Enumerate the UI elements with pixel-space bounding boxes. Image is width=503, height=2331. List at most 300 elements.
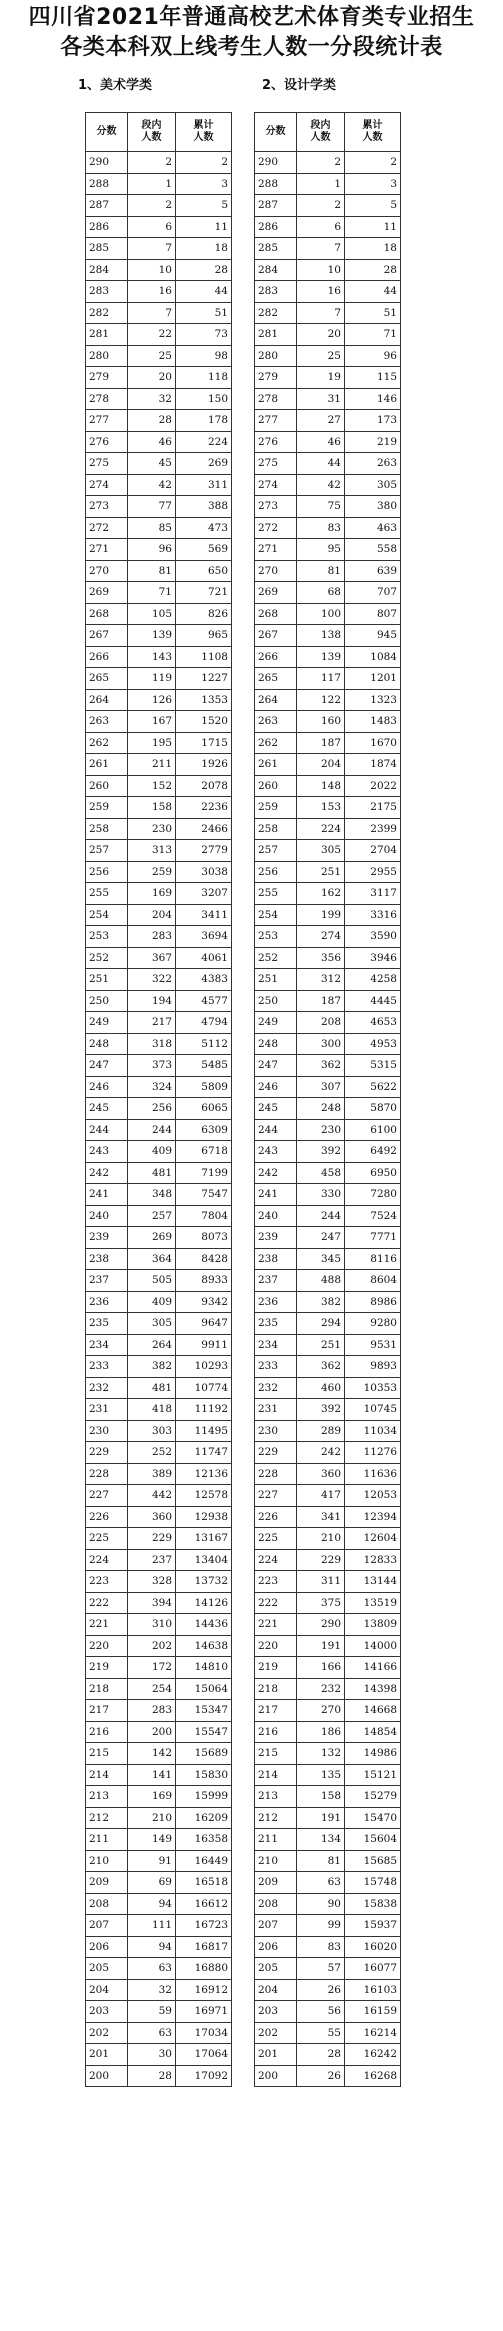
- segment-count-cell: 2: [297, 152, 345, 174]
- score-cell: 277: [86, 410, 128, 432]
- cumulative-count-cell: 13519: [345, 1592, 401, 1614]
- segment-count-cell: 69: [128, 1872, 176, 1894]
- score-cell: 240: [255, 1205, 297, 1227]
- cumulative-count-cell: 15689: [176, 1743, 232, 1765]
- cumulative-count-cell: 8428: [176, 1248, 232, 1270]
- cumulative-count-cell: 15748: [345, 1872, 401, 1894]
- score-cell: 225: [255, 1528, 297, 1550]
- cumulative-count-cell: 6492: [345, 1141, 401, 1163]
- table-row: [86, 238, 232, 260]
- table-row: [86, 1700, 232, 1722]
- table-row: [255, 1614, 401, 1636]
- cumulative-count-cell: 269: [176, 453, 232, 475]
- cumulative-count-cell: 721: [176, 582, 232, 604]
- table-row: [86, 1958, 232, 1980]
- table-row: [255, 1055, 401, 1077]
- score-cell: 224: [255, 1549, 297, 1571]
- score-cell: 275: [86, 453, 128, 475]
- segment-count-cell: 256: [128, 1098, 176, 1120]
- cumulative-count-cell: 16449: [176, 1850, 232, 1872]
- segment-count-cell: 1: [297, 173, 345, 195]
- score-cell: 200: [86, 2065, 128, 2087]
- cumulative-count-cell: 1874: [345, 754, 401, 776]
- score-cell: 271: [86, 539, 128, 561]
- cumulative-count-cell: 118: [176, 367, 232, 389]
- segment-count-cell: 322: [128, 969, 176, 991]
- cumulative-count-cell: 7771: [345, 1227, 401, 1249]
- segment-count-cell: 94: [128, 1893, 176, 1915]
- table-row: [86, 1141, 232, 1163]
- segment-count-cell: 409: [128, 1141, 176, 1163]
- cumulative-count-cell: 15999: [176, 1786, 232, 1808]
- table-row: [86, 152, 232, 174]
- score-cell: 258: [255, 818, 297, 840]
- cumulative-count-cell: 5870: [345, 1098, 401, 1120]
- segment-count-cell: 30: [128, 2044, 176, 2066]
- segment-count-cell: 382: [128, 1356, 176, 1378]
- table-row: [86, 1721, 232, 1743]
- segment-count-cell: 394: [128, 1592, 176, 1614]
- cumulative-count-cell: 44: [176, 281, 232, 303]
- score-cell: 276: [255, 431, 297, 453]
- cumulative-count-cell: 1108: [176, 646, 232, 668]
- score-cell: 201: [255, 2044, 297, 2066]
- segment-count-cell: 28: [297, 2044, 345, 2066]
- score-cell: 235: [86, 1313, 128, 1335]
- score-cell: 218: [86, 1678, 128, 1700]
- cumulative-count-cell: 4258: [345, 969, 401, 991]
- cumulative-count-cell: 1323: [345, 689, 401, 711]
- score-cell: 220: [255, 1635, 297, 1657]
- table-row: [255, 668, 401, 690]
- table-row: [86, 1463, 232, 1485]
- score-cell: 250: [86, 990, 128, 1012]
- cumulative-count-cell: 16880: [176, 1958, 232, 1980]
- cumulative-count-cell: 16817: [176, 1936, 232, 1958]
- table-row: [255, 1442, 401, 1464]
- segment-count-cell: 318: [128, 1033, 176, 1055]
- score-cell: 271: [255, 539, 297, 561]
- score-cell: 206: [86, 1936, 128, 1958]
- segment-count-cell: 169: [128, 883, 176, 905]
- cumulative-count-cell: 2236: [176, 797, 232, 819]
- score-cell: 267: [86, 625, 128, 647]
- segment-count-cell: 418: [128, 1399, 176, 1421]
- score-cell: 267: [255, 625, 297, 647]
- score-cell: 243: [86, 1141, 128, 1163]
- segment-count-cell: 111: [128, 1915, 176, 1937]
- table-row: [255, 1098, 401, 1120]
- cumulative-count-cell: 15937: [345, 1915, 401, 1937]
- score-cell: 201: [86, 2044, 128, 2066]
- score-cell: 212: [255, 1807, 297, 1829]
- cumulative-count-cell: 10293: [176, 1356, 232, 1378]
- score-cell: 272: [255, 517, 297, 539]
- score-cell: 262: [86, 732, 128, 754]
- segment-count-cell: 42: [297, 474, 345, 496]
- table-row: [255, 281, 401, 303]
- score-cell: 212: [86, 1807, 128, 1829]
- table-row: [86, 1270, 232, 1292]
- cumulative-count-cell: 28: [176, 259, 232, 281]
- score-cell: 219: [255, 1657, 297, 1679]
- cumulative-count-cell: 639: [345, 560, 401, 582]
- table-row: [255, 496, 401, 518]
- score-cell: 275: [255, 453, 297, 475]
- table-row: [86, 1979, 232, 2001]
- table-row: [86, 1205, 232, 1227]
- table-row: [255, 1829, 401, 1851]
- score-cell: 264: [86, 689, 128, 711]
- table-row: [255, 1958, 401, 1980]
- score-cell: 256: [86, 861, 128, 883]
- score-cell: 226: [86, 1506, 128, 1528]
- table-row: [255, 1635, 401, 1657]
- score-cell: 226: [255, 1506, 297, 1528]
- cumulative-count-cell: 14398: [345, 1678, 401, 1700]
- score-cell: 207: [86, 1915, 128, 1937]
- segment-count-cell: 28: [128, 410, 176, 432]
- score-cell: 287: [255, 195, 297, 217]
- cumulative-count-cell: 16242: [345, 2044, 401, 2066]
- score-cell: 283: [255, 281, 297, 303]
- segment-count-cell: 167: [128, 711, 176, 733]
- segment-count-cell: 229: [128, 1528, 176, 1550]
- table-row: [86, 1915, 232, 1937]
- cumulative-count-cell: 1670: [345, 732, 401, 754]
- score-cell: 265: [86, 668, 128, 690]
- cumulative-count-cell: 15547: [176, 1721, 232, 1743]
- segment-count-cell: 289: [297, 1420, 345, 1442]
- cumulative-count-cell: 16971: [176, 2001, 232, 2023]
- score-cell: 230: [255, 1420, 297, 1442]
- segment-count-cell: 162: [297, 883, 345, 905]
- segment-count-cell: 392: [297, 1141, 345, 1163]
- cumulative-count-cell: 9280: [345, 1313, 401, 1335]
- segment-count-cell: 204: [128, 904, 176, 926]
- cumulative-count-cell: 12136: [176, 1463, 232, 1485]
- score-cell: 252: [86, 947, 128, 969]
- score-cell: 235: [255, 1313, 297, 1335]
- score-cell: 229: [86, 1442, 128, 1464]
- cumulative-count-cell: 178: [176, 410, 232, 432]
- table-row: [86, 1506, 232, 1528]
- cumulative-count-cell: 219: [345, 431, 401, 453]
- table-row: [255, 947, 401, 969]
- table-row: [86, 474, 232, 496]
- cumulative-count-cell: 2175: [345, 797, 401, 819]
- segment-count-cell: 32: [128, 388, 176, 410]
- header-score: 分数: [86, 113, 128, 152]
- cumulative-count-cell: 1084: [345, 646, 401, 668]
- segment-count-cell: 71: [128, 582, 176, 604]
- table-row: [86, 1571, 232, 1593]
- segment-count-cell: 305: [297, 840, 345, 862]
- segment-count-cell: 269: [128, 1227, 176, 1249]
- table-header-row: [255, 113, 401, 152]
- cumulative-count-cell: 2399: [345, 818, 401, 840]
- segment-count-cell: 460: [297, 1377, 345, 1399]
- cumulative-count-cell: 16912: [176, 1979, 232, 2001]
- segment-count-cell: 187: [297, 732, 345, 754]
- score-cell: 222: [86, 1592, 128, 1614]
- score-cell: 276: [86, 431, 128, 453]
- cumulative-count-cell: 311: [176, 474, 232, 496]
- score-cell: 202: [86, 2022, 128, 2044]
- segment-count-cell: 141: [128, 1764, 176, 1786]
- score-cell: 234: [255, 1334, 297, 1356]
- table-row: [255, 2065, 401, 2087]
- segment-count-cell: 142: [128, 1743, 176, 1765]
- segment-count-cell: 81: [297, 560, 345, 582]
- table-row: [86, 1227, 232, 1249]
- cumulative-count-cell: 71: [345, 324, 401, 346]
- table-row: [255, 324, 401, 346]
- cumulative-count-cell: 8116: [345, 1248, 401, 1270]
- score-cell: 215: [86, 1743, 128, 1765]
- cumulative-count-cell: 6065: [176, 1098, 232, 1120]
- cumulative-count-cell: 6100: [345, 1119, 401, 1141]
- score-cell: 256: [255, 861, 297, 883]
- segment-count-cell: 91: [128, 1850, 176, 1872]
- score-cell: 250: [255, 990, 297, 1012]
- table-row: [86, 625, 232, 647]
- segment-count-cell: 158: [297, 1786, 345, 1808]
- segment-count-cell: 6: [128, 216, 176, 238]
- table-row: [86, 259, 232, 281]
- header-segment-count: 段内 人数: [297, 113, 345, 152]
- segment-count-cell: 83: [297, 1936, 345, 1958]
- segment-count-cell: 274: [297, 926, 345, 948]
- cumulative-count-cell: 16214: [345, 2022, 401, 2044]
- cumulative-count-cell: 5: [176, 195, 232, 217]
- score-cell: 269: [86, 582, 128, 604]
- segment-count-cell: 442: [128, 1485, 176, 1507]
- segment-count-cell: 247: [297, 1227, 345, 1249]
- header-segment-count: 段内 人数: [128, 113, 176, 152]
- score-cell: 213: [255, 1786, 297, 1808]
- segment-count-cell: 294: [297, 1313, 345, 1335]
- table-row: [255, 1248, 401, 1270]
- cumulative-count-cell: 2466: [176, 818, 232, 840]
- cumulative-count-cell: 15347: [176, 1700, 232, 1722]
- score-cell: 200: [255, 2065, 297, 2087]
- segment-count-cell: 210: [128, 1807, 176, 1829]
- cumulative-count-cell: 3117: [345, 883, 401, 905]
- table-row: [86, 2044, 232, 2066]
- table-row: [255, 1592, 401, 1614]
- score-cell: 284: [86, 259, 128, 281]
- cumulative-count-cell: 14986: [345, 1743, 401, 1765]
- cumulative-count-cell: 5112: [176, 1033, 232, 1055]
- score-cell: 255: [86, 883, 128, 905]
- score-cell: 281: [255, 324, 297, 346]
- table-row: [255, 861, 401, 883]
- score-cell: 264: [255, 689, 297, 711]
- cumulative-count-cell: 7199: [176, 1162, 232, 1184]
- score-cell: 216: [86, 1721, 128, 1743]
- cumulative-count-cell: 15470: [345, 1807, 401, 1829]
- table-row: [255, 259, 401, 281]
- cumulative-count-cell: 13809: [345, 1614, 401, 1636]
- cumulative-count-cell: 16077: [345, 1958, 401, 1980]
- score-cell: 205: [255, 1958, 297, 1980]
- segment-count-cell: 1: [128, 173, 176, 195]
- segment-count-cell: 210: [297, 1528, 345, 1550]
- cumulative-count-cell: 807: [345, 603, 401, 625]
- table-row: [255, 152, 401, 174]
- segment-count-cell: 208: [297, 1012, 345, 1034]
- segment-count-cell: 90: [297, 1893, 345, 1915]
- table-row: [255, 431, 401, 453]
- table-row: [255, 754, 401, 776]
- score-cell: 244: [86, 1119, 128, 1141]
- cumulative-count-cell: 14854: [345, 1721, 401, 1743]
- segment-count-cell: 324: [128, 1076, 176, 1098]
- segment-count-cell: 10: [128, 259, 176, 281]
- cumulative-count-cell: 1201: [345, 668, 401, 690]
- cumulative-count-cell: 51: [176, 302, 232, 324]
- table-row: [86, 453, 232, 475]
- score-cell: 217: [86, 1700, 128, 1722]
- score-cell: 259: [86, 797, 128, 819]
- segment-count-cell: 345: [297, 1248, 345, 1270]
- table-row: [255, 1721, 401, 1743]
- table-row: [86, 302, 232, 324]
- table-row: [86, 496, 232, 518]
- score-cell: 242: [86, 1162, 128, 1184]
- segment-count-cell: 119: [128, 668, 176, 690]
- segment-count-cell: 138: [297, 625, 345, 647]
- segment-count-cell: 46: [297, 431, 345, 453]
- cumulative-count-cell: 3411: [176, 904, 232, 926]
- table-row: [255, 517, 401, 539]
- table-row: [255, 1571, 401, 1593]
- score-cell: 274: [255, 474, 297, 496]
- segment-count-cell: 16: [297, 281, 345, 303]
- cumulative-count-cell: 115: [345, 367, 401, 389]
- table-row: [255, 1334, 401, 1356]
- table-row: [86, 345, 232, 367]
- table-row: [255, 1162, 401, 1184]
- cumulative-count-cell: 9893: [345, 1356, 401, 1378]
- score-cell: 269: [255, 582, 297, 604]
- table-row: [86, 2001, 232, 2023]
- table-row: [86, 969, 232, 991]
- segment-count-cell: 56: [297, 2001, 345, 2023]
- cumulative-count-cell: 10353: [345, 1377, 401, 1399]
- table-row: [86, 1313, 232, 1335]
- score-cell: 237: [86, 1270, 128, 1292]
- segment-count-cell: 364: [128, 1248, 176, 1270]
- table-row: [86, 1012, 232, 1034]
- cumulative-count-cell: 9647: [176, 1313, 232, 1335]
- score-cell: 236: [255, 1291, 297, 1313]
- cumulative-count-cell: 13167: [176, 1528, 232, 1550]
- cumulative-count-cell: 11276: [345, 1442, 401, 1464]
- score-cell: 209: [86, 1872, 128, 1894]
- table-row: [255, 1936, 401, 1958]
- cumulative-count-cell: 1483: [345, 711, 401, 733]
- cumulative-count-cell: 11034: [345, 1420, 401, 1442]
- cumulative-count-cell: 14810: [176, 1657, 232, 1679]
- score-cell: 281: [86, 324, 128, 346]
- table-row: [255, 1979, 401, 2001]
- table-row: [86, 947, 232, 969]
- segment-count-cell: 105: [128, 603, 176, 625]
- score-cell: 211: [86, 1829, 128, 1851]
- cumulative-count-cell: 28: [345, 259, 401, 281]
- segment-count-cell: 311: [297, 1571, 345, 1593]
- table-row: [86, 1829, 232, 1851]
- segment-count-cell: 373: [128, 1055, 176, 1077]
- segment-count-cell: 75: [297, 496, 345, 518]
- table-row: [86, 1033, 232, 1055]
- score-cell: 214: [86, 1764, 128, 1786]
- table-row: [255, 539, 401, 561]
- score-cell: 274: [86, 474, 128, 496]
- segment-count-cell: 481: [128, 1377, 176, 1399]
- table-row: [255, 238, 401, 260]
- cumulative-count-cell: 15604: [345, 1829, 401, 1851]
- table-row: [86, 1119, 232, 1141]
- cumulative-count-cell: 7804: [176, 1205, 232, 1227]
- cumulative-count-cell: 380: [345, 496, 401, 518]
- segment-count-cell: 166: [297, 1657, 345, 1679]
- cumulative-count-cell: 650: [176, 560, 232, 582]
- cumulative-count-cell: 15830: [176, 1764, 232, 1786]
- table-row: [86, 1399, 232, 1421]
- score-cell: 223: [255, 1571, 297, 1593]
- score-cell: 204: [255, 1979, 297, 2001]
- cumulative-count-cell: 3: [176, 173, 232, 195]
- table-row: [255, 1872, 401, 1894]
- table-row: [255, 883, 401, 905]
- table-row: [255, 1184, 401, 1206]
- segment-count-cell: 117: [297, 668, 345, 690]
- document-title-line2: 各类本科双上线考生人数一分段统计表: [60, 35, 443, 60]
- cumulative-count-cell: 12938: [176, 1506, 232, 1528]
- score-cell: 206: [255, 1936, 297, 1958]
- table-row: [86, 646, 232, 668]
- table-row: [255, 646, 401, 668]
- segment-count-cell: 283: [128, 1700, 176, 1722]
- cumulative-count-cell: 51: [345, 302, 401, 324]
- cumulative-count-cell: 11747: [176, 1442, 232, 1464]
- segment-count-cell: 458: [297, 1162, 345, 1184]
- table-row: [255, 1678, 401, 1700]
- table-row: [86, 840, 232, 862]
- segment-count-cell: 132: [297, 1743, 345, 1765]
- segment-count-cell: 290: [297, 1614, 345, 1636]
- segment-count-cell: 244: [297, 1205, 345, 1227]
- table-row: [86, 1678, 232, 1700]
- table-row: [86, 367, 232, 389]
- score-cell: 236: [86, 1291, 128, 1313]
- segment-count-cell: 25: [128, 345, 176, 367]
- segment-count-cell: 169: [128, 1786, 176, 1808]
- segment-count-cell: 139: [128, 625, 176, 647]
- segment-count-cell: 122: [297, 689, 345, 711]
- segment-count-cell: 211: [128, 754, 176, 776]
- cumulative-count-cell: 2078: [176, 775, 232, 797]
- score-cell: 229: [255, 1442, 297, 1464]
- table-row: [86, 861, 232, 883]
- table-row: [86, 668, 232, 690]
- score-cell: 203: [86, 2001, 128, 2023]
- fine-arts-score-table: [85, 112, 232, 2087]
- segment-count-cell: 7: [297, 238, 345, 260]
